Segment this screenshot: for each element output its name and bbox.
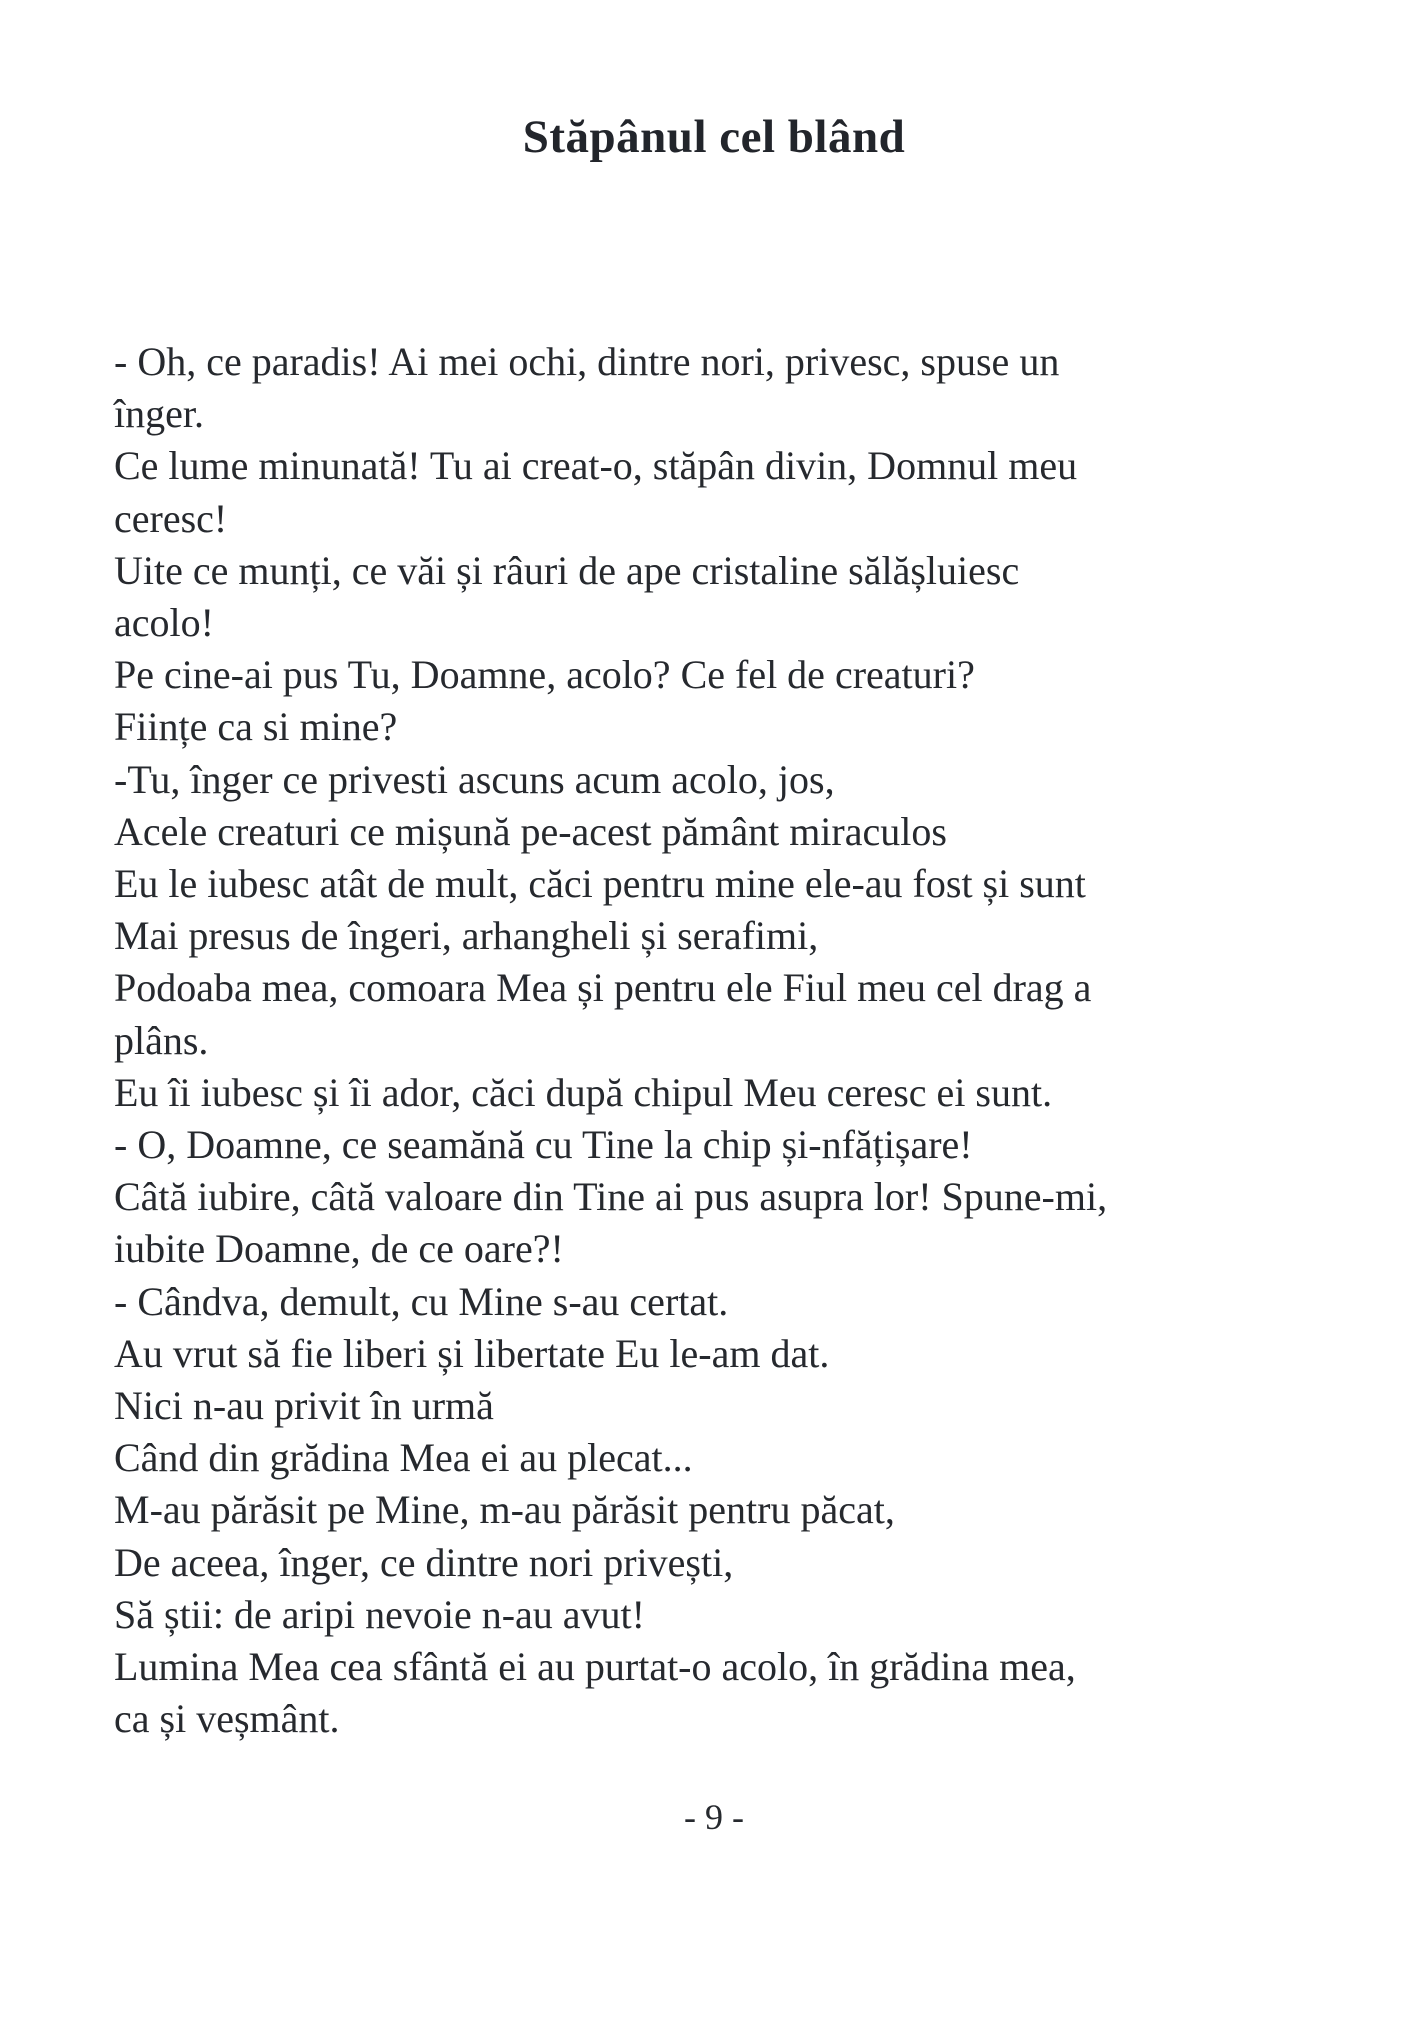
- poem-line: - O, Doamne, ce seamănă cu Tine la chip și-nfățișare!: [114, 1122, 973, 1168]
- poem-line: ceresc!: [114, 495, 228, 541]
- poem-line: M-au părăsit pe Mine, m-au părăsit pentru păcat,: [114, 1487, 895, 1533]
- poem-line: ca și veșmânt.: [114, 1696, 340, 1742]
- poem-line: Câtă iubire, câtă valoare din Tine ai pus asupra lor! Spune-mi,: [114, 1174, 1108, 1220]
- poem-line: - Oh, ce paradis! Ai mei ochi, dintre nori, privesc, spuse un: [114, 339, 1060, 384]
- poem-line: Mai presus de îngeri, arhangheli și serafimi,: [114, 913, 819, 959]
- page-title: Stăpânul cel blând: [522, 111, 906, 163]
- poem-line: Podoaba mea, comoara Mea și pentru ele Fiul meu cel drag a: [114, 965, 1092, 1011]
- poem-line: -Tu, înger ce privesti ascuns acum acolo, jos,: [114, 756, 835, 802]
- poem-line: Eu le iubesc atât de mult, căci pentru mine ele-au fost și sunt: [114, 861, 1086, 907]
- page-number: - 9 -: [684, 1797, 744, 1837]
- poem-body: [114, 336, 1348, 1745]
- poem-line: Eu îi iubesc și îi ador, căci după chipul Meu ceresc ei sunt.: [114, 1069, 1053, 1115]
- poem-line: Ce lume minunată! Tu ai creat-o, stăpân divin, Domnul meu: [114, 443, 1078, 489]
- poem-line: Uite ce munți, ce văi și râuri de ape cristaline sălășluiesc: [114, 547, 1020, 593]
- poem-line: Lumina Mea cea sfântă ei au purtat-o acolo, în grădina mea,: [114, 1644, 1076, 1690]
- poem-line: Nici n-au privit în urmă: [114, 1383, 494, 1429]
- poem-line: Când din grădina Mea ei au plecat...: [114, 1435, 693, 1481]
- poem-line: Să știi: de aripi nevoie n-au avut!: [114, 1591, 645, 1637]
- poem-line: De aceea, înger, ce dintre nori privești,: [114, 1539, 734, 1585]
- poem-line: acolo!: [114, 600, 214, 646]
- poem-line: Ființe ca si mine?: [114, 704, 398, 750]
- poem-line: Pe cine-ai pus Tu, Doamne, acolo? Ce fel de creaturi?: [114, 652, 975, 698]
- poem-line: - Cândva, demult, cu Mine s-au certat.: [114, 1278, 729, 1324]
- poem-line: Acele creaturi ce mișună pe-acest pământ miraculos: [114, 808, 947, 854]
- poem-line: plâns.: [114, 1017, 209, 1063]
- poem-line: înger.: [114, 391, 204, 437]
- poem-line: iubite Doamne, de ce oare?!: [114, 1226, 564, 1272]
- poem-line: Au vrut să fie liberi și libertate Eu le-am dat.: [114, 1330, 830, 1376]
